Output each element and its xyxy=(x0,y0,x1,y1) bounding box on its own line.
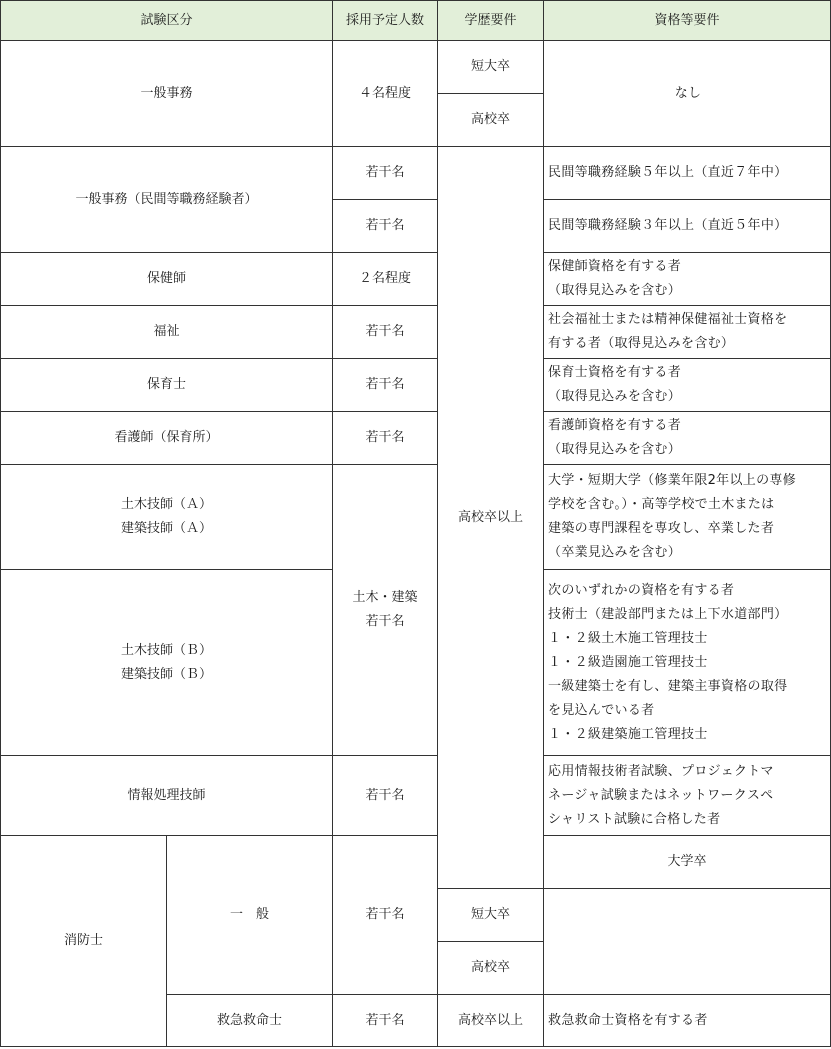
count-cell: ４名程度 xyxy=(333,41,438,147)
count-cell: 若干名 xyxy=(333,306,438,359)
table-row xyxy=(1,756,831,836)
education-cell: 短大卒 xyxy=(438,889,544,942)
count-line: 土木・建築 xyxy=(352,590,418,605)
count-cell: 若干名 xyxy=(333,359,438,412)
education-cell: 大学卒 xyxy=(544,836,831,889)
category-cell xyxy=(1,570,333,756)
table-row xyxy=(1,306,831,359)
qualification-line: ネージャ試験またはネットワークスペ xyxy=(548,787,774,803)
category-cell: 一般事務（民間等職務経験者） xyxy=(1,147,333,253)
count-cell: ２名程度 xyxy=(333,253,438,306)
qualification-line: 建築の専門課程を専攻し、卒業した者 xyxy=(548,521,775,536)
count-line: 若干名 xyxy=(365,614,405,629)
category-cell: 一般事務 xyxy=(1,41,333,147)
subcategory-cell: 一 般 xyxy=(167,836,333,995)
header-qualification: 資格等要件 xyxy=(544,1,831,41)
category-cell: 看護師（保育所） xyxy=(1,412,333,465)
qualification-line: 応用情報技術者試験、プロジェクトマ xyxy=(548,763,774,779)
table-row xyxy=(1,359,831,412)
qualification-line: 有する者（取得見込みを含む） xyxy=(548,336,735,351)
qualification-line: （取得見込みを含む） xyxy=(548,283,682,298)
table-row xyxy=(1,253,831,306)
category-cell: 情報処理技師 xyxy=(1,756,333,836)
qualification-cell xyxy=(544,465,831,570)
table-row xyxy=(1,147,831,200)
count-cell: 若干名 xyxy=(333,756,438,836)
table-row xyxy=(1,836,831,889)
table-row xyxy=(1,412,831,465)
qualification-line: 一級建築士を有し、建築主事資格の取得 xyxy=(548,678,788,694)
header-education: 学歴要件 xyxy=(438,1,544,41)
qualification-cell xyxy=(544,412,831,465)
qualification-line: 学校を含む。）・高等学校で土木または xyxy=(548,497,775,512)
header-category: 試験区分 xyxy=(1,1,333,41)
qualification-line: （取得見込みを含む） xyxy=(548,389,682,404)
qualification-cell: 民間等職務経験３年以上（直近５年中） xyxy=(544,200,831,253)
qualification-line: 次のいずれかの資格を有する者 xyxy=(548,582,735,598)
education-cell: 高校卒 xyxy=(438,942,544,995)
count-cell: 若干名 xyxy=(333,836,438,995)
qualification-line: 保育士資格を有する者 xyxy=(548,365,682,380)
qualification-line: を見込んでいる者 xyxy=(548,702,655,718)
qualification-cell xyxy=(544,359,831,412)
qualification-line: 保健師資格を有する者 xyxy=(548,259,682,274)
qualification-cell xyxy=(544,756,831,836)
qualification-cell: 民間等職務経験５年以上（直近７年中） xyxy=(544,147,831,200)
category-line: 土木技師（Ｂ） xyxy=(121,642,213,658)
count-cell: 若干名 xyxy=(333,147,438,200)
category-cell: 消防士 xyxy=(1,836,167,1047)
qualification-line: 社会福祉士または精神保健福祉士資格を xyxy=(548,312,788,327)
subcategory-cell: 救急救命士 xyxy=(167,995,333,1047)
qualification-line: （卒業見込みを含む） xyxy=(548,545,682,560)
count-cell: 若干名 xyxy=(333,412,438,465)
count-cell: 若干名 xyxy=(333,995,438,1047)
qualification-cell: 救急救命士資格を有する者 xyxy=(544,995,831,1047)
category-cell: 保健師 xyxy=(1,253,333,306)
category-cell: 保育士 xyxy=(1,359,333,412)
education-cell: 高校卒以上 xyxy=(438,147,544,889)
qualification-line: （取得見込みを含む） xyxy=(548,442,682,457)
qualification-line: 大学・短期大学（修業年限2年以上の専修 xyxy=(548,473,796,488)
qualification-line: １・２級土木施工管理技士 xyxy=(548,630,708,646)
table-row xyxy=(1,41,831,94)
category-cell xyxy=(1,465,333,570)
count-cell: 若干名 xyxy=(333,200,438,253)
count-cell xyxy=(333,465,438,756)
qualification-line: １・２級造園施工管理技士 xyxy=(548,654,708,670)
qualification-cell xyxy=(544,570,831,756)
category-line: 土木技師（Ａ） xyxy=(121,497,213,512)
qualification-cell: なし xyxy=(544,41,831,147)
header-count: 採用予定人数 xyxy=(333,1,438,41)
education-cell: 短大卒 xyxy=(438,41,544,94)
qualification-cell xyxy=(544,253,831,306)
qualification-line: 技術士（建設部門または上下水道部門） xyxy=(548,606,788,622)
education-cell: 高校卒以上 xyxy=(438,995,544,1047)
qualification-line: 看護師資格を有する者 xyxy=(548,418,682,433)
category-line: 建築技師（Ａ） xyxy=(121,521,213,536)
category-cell: 福祉 xyxy=(1,306,333,359)
table-row xyxy=(1,465,831,570)
qualification-line: １・２級建築施工管理技士 xyxy=(548,726,708,742)
education-cell: 高校卒 xyxy=(438,94,544,147)
qualification-line: シャリスト試験に合格した者 xyxy=(548,811,721,827)
qualification-cell xyxy=(544,306,831,359)
category-line: 建築技師（Ｂ） xyxy=(121,666,213,682)
